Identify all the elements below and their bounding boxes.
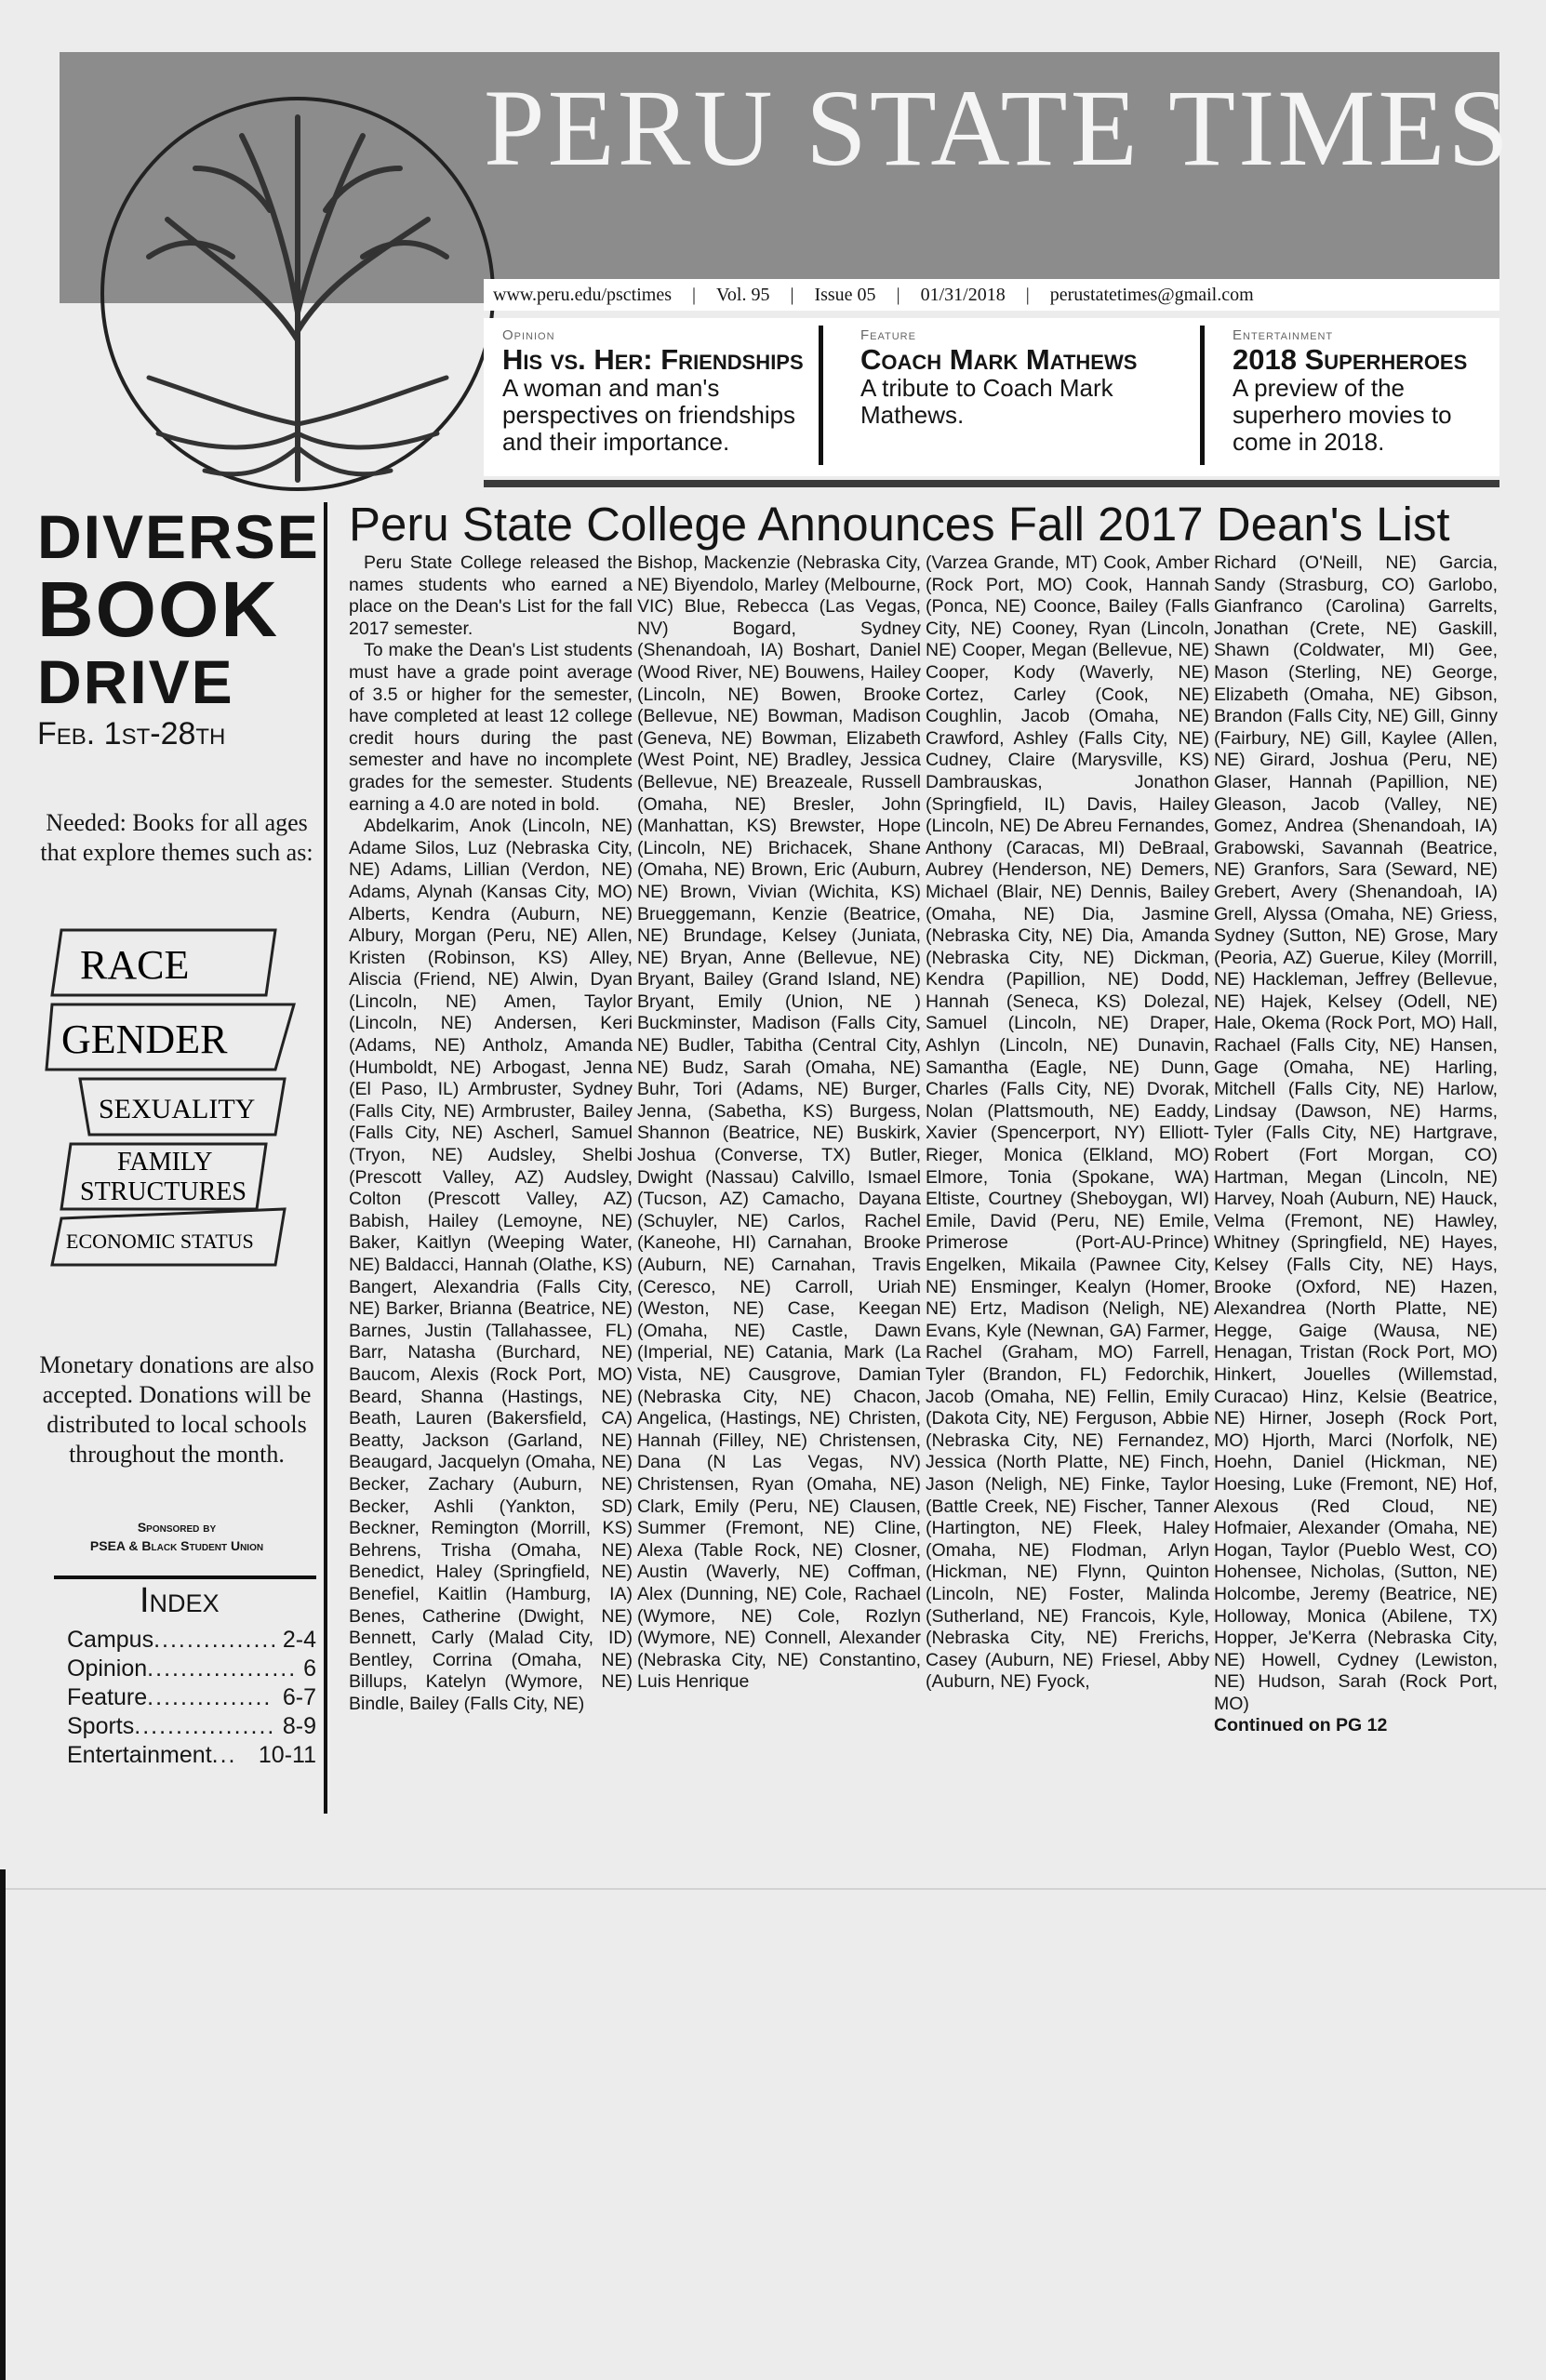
article-body bbox=[349, 552, 1499, 1789]
tree-logo bbox=[84, 80, 512, 508]
book-drive-sidebar bbox=[37, 502, 320, 868]
article-headline: Peru State College Announces Fall 2017 Dean's List bbox=[349, 498, 1450, 551]
book-label: SEXUALITY bbox=[99, 1094, 256, 1124]
volume-number: Vol. 95 bbox=[716, 284, 770, 305]
teaser-kicker: Entertainment bbox=[1233, 327, 1334, 343]
book-stack-illustration bbox=[43, 921, 322, 1274]
book-label: STRUCTURES bbox=[80, 1177, 247, 1206]
article-column-1 bbox=[349, 552, 633, 1715]
separator: | bbox=[790, 284, 794, 305]
teaser-headline: His vs. Her: Friendships bbox=[502, 343, 804, 376]
book-drive-title-line: DIVERSE bbox=[37, 502, 320, 571]
teaser-kicker: Feature bbox=[860, 327, 916, 343]
index-item[interactable]: Campus ............... 2-4 bbox=[67, 1627, 316, 1653]
teaser-headline: Coach Mark Mathews bbox=[860, 343, 1138, 376]
article-column-4 bbox=[1214, 552, 1498, 1737]
continued-note[interactable]: Continued on PG 12 bbox=[1214, 1715, 1388, 1736]
teaser-headline: 2018 Superheroes bbox=[1233, 343, 1468, 376]
book-label: FAMILY bbox=[117, 1148, 213, 1177]
separator: | bbox=[692, 284, 697, 305]
index-item[interactable]: Feature ............... 6-7 bbox=[67, 1684, 316, 1710]
sidebar-divider bbox=[324, 502, 327, 1814]
teaser-dek: A woman and man's perspectives on friendships and their importance. bbox=[502, 374, 796, 456]
sponsor-label: Sponsored by bbox=[137, 1520, 217, 1535]
index-item[interactable]: Sports ................. 8-9 bbox=[67, 1713, 316, 1739]
teaser-dek: A preview of the superhero movies to come in 2018. bbox=[1233, 374, 1452, 456]
site-url[interactable]: www.peru.edu/psctimes bbox=[493, 284, 672, 305]
article-column-2 bbox=[637, 552, 921, 1694]
teaser-feature[interactable] bbox=[860, 327, 1177, 429]
book-drive-donations: Monetary donations are also accepted. Donations will be distributed to local schools throughout the month. bbox=[39, 1351, 314, 1468]
book-drive-date: Feb. 1st-28th bbox=[37, 716, 226, 751]
book-label: RACE bbox=[80, 942, 190, 988]
index-item[interactable]: Opinion .................. 6 bbox=[67, 1655, 316, 1682]
book-drive-title-line: DRIVE bbox=[37, 647, 234, 716]
book-drive-needed: Needed: Books for all ages that explore themes such as: bbox=[40, 809, 313, 866]
article-column-3 bbox=[926, 552, 1209, 1694]
separator: | bbox=[896, 284, 900, 305]
separator: | bbox=[1025, 284, 1030, 305]
teaser-dek: A tribute to Coach Mark Mathews. bbox=[860, 374, 1113, 429]
contact-email[interactable]: perustatetimes@gmail.com bbox=[1049, 284, 1254, 305]
teaser-kicker: Opinion bbox=[502, 327, 555, 343]
book-label: ECONOMIC STATUS bbox=[66, 1230, 254, 1253]
teaser-opinion[interactable] bbox=[502, 327, 819, 456]
masthead-info-bar bbox=[484, 279, 1499, 311]
article-paragraph: Peru State College released the names students who earned a place on the Dean's List for the fall 2017 semester. bbox=[349, 552, 633, 639]
index-list bbox=[67, 1626, 316, 1770]
index-item[interactable]: Entertainment ... 10-11 bbox=[67, 1742, 316, 1768]
teaser-divider bbox=[819, 326, 823, 465]
book-drive-sponsor bbox=[37, 1518, 316, 1555]
book-drive-title-line: BOOK bbox=[37, 565, 279, 653]
deans-list-names: Bishop, Mackenzie (Nebraska City, NE) Biyendolo, Marley (Melbourne, VIC) Blue, Rebecca (Las Vegas, NV) Bogard, Sydney (Shenandoah, IA) Boshart, Daniel (Wood River, NE) Bouwens, Hailey (Lincoln, NE) Bowen, Brooke (Bellevue, NE) Bowman, Madison (Geneva, NE) Bowman, Elizabeth (West Point, NE) Bradley, Jessica (Bellevue, NE) Breazeale, Russell (Omaha, NE) Bresler, John (Manhattan, KS) Brewster, Hope (Lincoln, NE) Brichacek, Shane (Omaha, NE) Brown, Eric (Auburn, NE) Brown, Vivian (Wichita, KS) Brueggemann, Kenzie (Beatrice, NE) Brundage, Kelsey (Juniata, NE) Bryan, Anne (Bellevue, NE) Bryant, Bailey (Grand Island, NE) Bryant, Emily (Union, NE ) Buckminster, Madison (Falls City, NE) Budler, Tabitha (Central City, NE) Budz, Sarah (Omaha, NE) Buhr, Tori (Adams, NE) Burger, Jenna, (Sabetha, KS) Burgess, Shannon (Beatrice, NE) Buskirk, Joshua (Converse, TX) Butler, Dwight (Nassau) Calvillo, Ismael (Tucson, AZ) Camacho, Dayana (Schuyler, NE) Carlos, Rachel (Kaneohe, HI) Carnahan, Brooke (Auburn, NE) Carnahan, Travis (Ceresco, NE) Carroll, Uriah (Weston, NE) Case, Keegan (Omaha, NE) Castle, Dawn (Imperial, NE) Catania, Mark (La Vista, NE) Causgrove, Damian (Nebraska City, NE) Chacon, Angelica, (Hastings, NE) Christen, Hannah (Filley, NE) Christensen, Dana (N Las Vegas, NV) Christensen, Ryan (Omaha, NE) Clark, Emily (Peru, NE) Clausen, Summer (Fremont, NE) Cline, Alexa (Table Rock, NE) Closner, Austin (Waverly, NE) Coffman, Alex (Dunning, NE) Cole, Rachael (Wymore, NE) Cole, Rozlyn (Wymore, NE) Connell, Alexander (Nebraska City, NE) Constantino, Luis Henrique bbox=[637, 552, 921, 1693]
index-rule bbox=[54, 1576, 316, 1579]
scan-border bbox=[0, 1869, 6, 2380]
page-edge bbox=[0, 1888, 1546, 1890]
teaser-entertainment[interactable] bbox=[1233, 327, 1484, 456]
deans-list-names: Abdelkarim, Anok (Lincoln, NE) Adame Silos, Luz (Nebraska City, NE) Adams, Lillian (Verdon, NE) Adams, Alynah (Kansas City, MO) Alberts, Kendra (Auburn, NE) Albury, Morgan (Peru, NE) Allen, Kristen (Robinson, KS) Alley, Aliscia (Friend, NE) Alwin, Dyan (Lincoln, NE) Amen, Taylor (Lincoln, NE) Andersen, Keri (Adams, NE) Antholz, Amanda (Humboldt, NE) Arbogast, Jenna (El Paso, IL) Armbruster, Sydney (Falls City, NE) Armbruster, Bailey (Falls City, NE) Ascherl, Samuel (Tryon, NE) Audsley, Shelbi (Prescott Valley, AZ) Audsley, Colton (Prescott Valley, AZ) Babish, Hailey (Lemoyne, NE) Baker, Kaitlyn (Weeping Water, NE) Baldacci, Hannah (Olathe, KS) Bangert, Alexandria (Falls City, NE) Barker, Brianna (Beatrice, NE) Barnes, Justin (Tallahassee, FL) Barr, Natasha (Burchard, NE) Baucom, Alexis (Rock Port, MO) Beard, Shanna (Hastings, NE) Beath, Lauren (Bakersfield, CA) Beatty, Jackson (Garland, NE) Beaugard, Jacquelyn (Omaha, NE) Becker, Zachary (Auburn, NE) Becker, Ashli (Yankton, SD) Beckner, Remington (Morrill, KS) Behrens, Trisha (Omaha, NE) Benedict, Haley (Springfield, NE) Benefiel, Kaitlin (Hamburg, IA) Benes, Catherine (Dwight, NE) Bennett, Carly (Malad City, ID) Bentley, Corrina (Omaha, NE) Billups, Katelyn (Wymore, NE) Bindle, Bailey (Falls City, NE) bbox=[349, 816, 633, 1714]
teaser-divider bbox=[1200, 326, 1205, 465]
issue-date: 01/31/2018 bbox=[920, 284, 1006, 305]
deans-list-names: (Varzea Grande, MT) Cook, Amber (Rock Port, MO) Cook, Hannah (Ponca, NE) Coonce, Bailey (Falls City, NE) Cooney, Ryan (Lincoln, NE) Cooper, Megan (Bellevue, NE) Cooper, Kody (Waverly, NE) Cortez, Carley (Cook, NE) Coughlin, Jacob (Omaha, NE) Crawford, Ashley (Falls City, NE) Cudney, Claire (Marysville, KS) Dambrauskas, Jonathon (Springfield, IL) Davis, Hailey (Lincoln, NE) De Abreu Fernandes, Anthony (Caracas, MI) DeBraal, Aubrey (Henderson, NE) Demers, Michael (Blair, NE) Dennis, Bailey (Omaha, NE) Dia, Jasmine (Nebraska City, NE) Dia, Amanda (Nebraska City, NE) Dickman, Kendra (Papillion, NE) Dodd, Hannah (Seneca, KS) Dolezal, Samuel (Lincoln, NE) Draper, Ashlyn (Lincoln, NE) Dunavin, Samantha (Eagle, NE) Dunn, Charles (Falls City, NE) Dvorak, Nolan (Plattsmouth, NE) Eaddy, Xavier (Spencerport, NY) Elliott-Rieger, Monica (Elkland, MO) Elmore, Tonia (Spokane, WA) Eltiste, Courtney (Sheboygan, WI) Emile, David (Peru, NE) Emile, Primerose (Port-AU-Prince) Engelken, Mikaila (Pawnee City, NE) Ensminger, Kealyn (Homer, NE) Ertz, Madison (Neligh, NE) Evans, Kyle (Newnan, GA) Farmer, Rachel (Graham, MO) Farrell, Tyler (Brandon, FL) Fedorchik, Jacob (Omaha, NE) Fellin, Emily (Dakota City, NE) Ferguson, Abbie (Nebraska City, NE) Fernandez, Jessica (North Platte, NE) Finch, Jason (Neligh, NE) Finke, Taylor (Battle Creek, NE) Fischer, Tanner (Hartington, NE) Fleek, Haley (Omaha, NE) Flodman, Arlyn (Hickman, NE) Flynn, Quinton (Lincoln, NE) Foster, Malinda (Sutherland, NE) Francois, Kyle, (Nebraska City, NE) Frerichs, Casey (Auburn, NE) Friesel, Abby (Auburn, NE) Fyock, bbox=[926, 552, 1209, 1693]
sponsor-names: PSEA & Black Student Union bbox=[89, 1538, 264, 1553]
deans-list-names: Richard (O'Neill, NE) Garcia, Sandy (Strasburg, CO) Garlobo, Gianfranco (Carolina) Garrelts, Jonathan (Crete, NE) Gaskill, Shawn (Coldwater, MI) Gee, Mason (Sterling, NE) George, Elizabeth (Omaha, NE) Gibson, Brandon (Falls City, NE) Gill, Ginny (Fairbury, NE) Gill, Kaylee (Allen, NE) Girard, Joshua (Peru, NE) Glaser, Hannah (Papillion, NE) Gleason, Jacob (Valley, NE) Gomez, Andrea (Shenandoah, IA) Grabowski, Savannah (Beatrice, NE) Granfors, Sara (Seward, NE) Grebert, Avery (Shenandoah, IA) Grell, Alyssa (Omaha, NE) Griess, Sydney (Sutton, NE) Grose, Mary (Peoria, AZ) Guerue, Kiley (Morrill, NE) Hackleman, Jeffrey (Bellevue, NE) Hajek, Kelsey (Odell, NE) Hale, Okema (Rock Port, MO) Hall, Rachael (Falls City, NE) Hansen, Gage (Omaha, NE) Harling, Mitchell (Falls City, NE) Harlow, Lindsay (Dawson, NE) Harms, Tyler (Falls City, NE) Hartgrave, Robert (Fort Morgan, CO) Hartman, Megan (Lincoln, NE) Harvey, Noah (Auburn, NE) Hauck, Velma (Fremont, NE) Hawley, Whitney (Springfield, NE) Hayes, Kelsey (Falls City, NE) Hays, Brooke (Oxford, NE) Hazen, Alexandrea (North Platte, NE) Hegge, Gaige (Wausa, NE) Henagan, Tristan (Rock Port, MO) Hinkert, Jouelles (Willemstad, Curacao) Hinz, Kelsie (Beatrice, NE) Hirner, Joseph (Rock Port, MO) Hjorth, Marci (Norfolk, NE) Hoehn, Daniel (Hickman, NE) Hoesing, Luke (Fremont, NE) Hof, Alexous (Red Cloud, NE) Hofmaier, Alexander (Omaha, NE) Hogan, Taylor (Pueblo West, CO) Hohensee, Nicholas, (Sutton, NE) Holcombe, Jeremy (Beatrice, NE) Holloway, Monica (Abilene, TX) Hopper, Je'Kerra (Nebraska City, NE) Howell, Cydney (Lewiston, NE) Hudson, Sarah (Rock Port, MO) bbox=[1214, 552, 1498, 1714]
issue-number: Issue 05 bbox=[814, 284, 876, 305]
book-label: GENDER bbox=[61, 1017, 228, 1062]
article-paragraph: To make the Dean's List students must have a grade point average of 3.5 or higher for the semester, have completed at least 12 college credit hours during the past semester and have no incomplete grades for the semester. Students earning a 4.0 are noted in bold. bbox=[349, 640, 633, 815]
index-title: Index bbox=[140, 1581, 220, 1620]
section-rule bbox=[484, 480, 1499, 487]
masthead-title: PERU STATE TIMES bbox=[484, 67, 1513, 189]
